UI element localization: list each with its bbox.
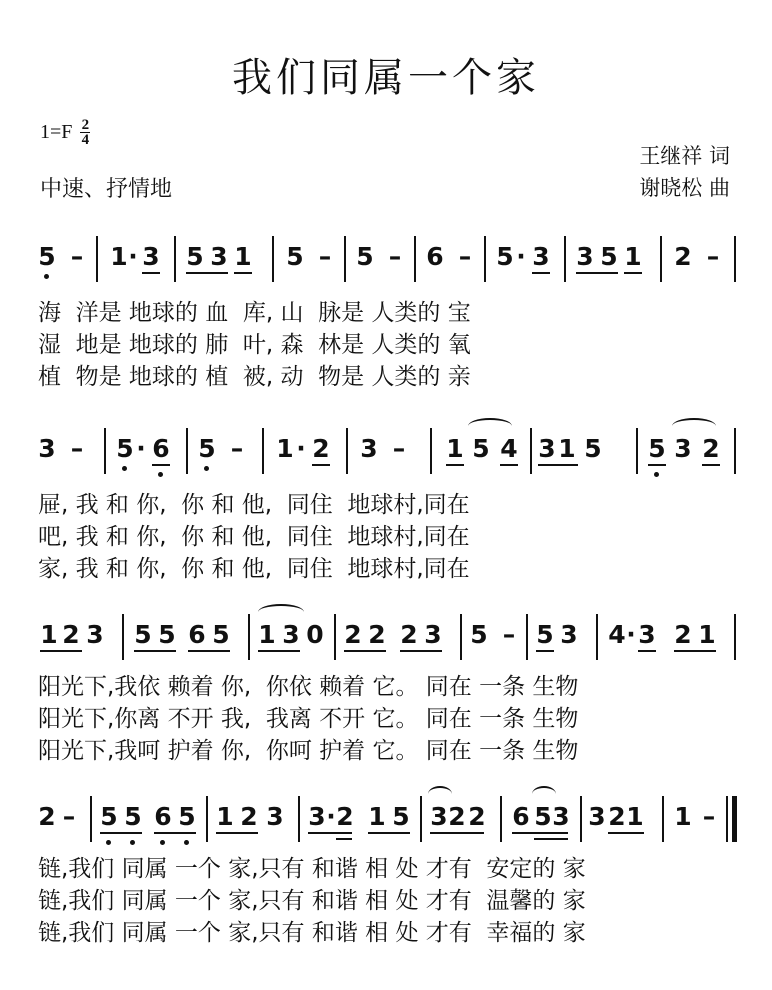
note: – (458, 242, 472, 271)
note: 1 (624, 242, 642, 271)
note: – (70, 434, 84, 463)
note: 3 (282, 620, 300, 649)
note: 5 (134, 620, 152, 649)
note: 5 (392, 802, 410, 831)
note: 3 (674, 434, 692, 463)
key-signature (40, 118, 90, 147)
note: 5 (472, 434, 490, 463)
note: 2 (400, 620, 418, 649)
note: 5 (198, 434, 216, 463)
note: 1 (446, 434, 464, 463)
note: 1 (234, 242, 252, 271)
lyric-line-4-verse-1: 链,我们 同属 一个 家,只有 和谐 相 处 才有 安定的 家 (38, 856, 586, 882)
note: · (516, 242, 526, 271)
key-label: 1=F (40, 121, 73, 143)
note: 3 (266, 802, 284, 831)
song-title: 我们同属一个家 (232, 55, 540, 101)
note: 1 (110, 242, 128, 271)
note: 6 (152, 434, 170, 463)
note: 5 (356, 242, 374, 271)
note: 2 (62, 620, 80, 649)
note: – (706, 242, 720, 271)
lyric-line-1-verse-3: 植 物是 地球的 植 被, 动 物是 人类的 亲 (38, 364, 471, 390)
note: 0 (306, 620, 324, 649)
note: 2 (674, 620, 692, 649)
note: 1 (698, 620, 716, 649)
note: 1 (558, 434, 576, 463)
note: 5 (100, 802, 118, 831)
note: 2 (448, 802, 466, 831)
staff-line-1 (36, 236, 740, 296)
note: 3 (588, 802, 606, 831)
note: 1 (258, 620, 276, 649)
note: 3 (532, 242, 550, 271)
note: 2 (468, 802, 486, 831)
note: 6 (154, 802, 172, 831)
composer: 谢晓松 曲 (639, 176, 730, 200)
meter-bottom: 4 (81, 132, 90, 148)
note: 3 (86, 620, 104, 649)
note: 5 (38, 242, 56, 271)
note: 5 (286, 242, 304, 271)
note: 5 (178, 802, 196, 831)
note: 1 (276, 434, 294, 463)
note: 6 (188, 620, 206, 649)
note: 2 (344, 620, 362, 649)
lyric-line-2-verse-2: 吧, 我 和 你, 你 和 他, 同住 地球村,同在 (38, 524, 470, 550)
note: – (502, 620, 516, 649)
note: 1 (674, 802, 692, 831)
credits (639, 140, 730, 204)
lyric-line-3-verse-1: 阳光下,我依 赖着 你, 你依 赖着 它。 同在 一条 生物 (38, 674, 579, 700)
lyric-line-2-verse-3: 家, 我 和 你, 你 和 他, 同住 地球村,同在 (38, 556, 470, 582)
note: 2 (336, 802, 354, 831)
note: 3 (552, 802, 570, 831)
lyric-line-1-verse-2: 湿 地是 地球的 肺 叶, 森 林是 人类的 氧 (38, 332, 471, 358)
staff-line-3 (36, 614, 740, 674)
note: 3 (430, 802, 448, 831)
note: 2 (674, 242, 692, 271)
note: 3 (576, 242, 594, 271)
note: 3 (538, 434, 556, 463)
note: 1 (368, 802, 386, 831)
note: 5 (116, 434, 134, 463)
note: 2 (312, 434, 330, 463)
note: · (128, 242, 138, 271)
lyric-line-4-verse-2: 链,我们 同属 一个 家,只有 和谐 相 处 才有 温馨的 家 (38, 888, 586, 914)
note: 5 (212, 620, 230, 649)
meter-top: 2 (81, 117, 90, 133)
note: · (326, 802, 336, 831)
note: 5 (186, 242, 204, 271)
note: · (136, 434, 146, 463)
note: 6 (512, 802, 530, 831)
note: – (318, 242, 332, 271)
note: 4 (500, 434, 518, 463)
note: – (392, 434, 406, 463)
note: 2 (38, 802, 56, 831)
note: 5 (584, 434, 602, 463)
note: – (62, 802, 76, 831)
note: 2 (608, 802, 626, 831)
time-signature (80, 118, 90, 147)
lyric-line-4-verse-3: 链,我们 同属 一个 家,只有 和谐 相 处 才有 幸福的 家 (38, 920, 586, 946)
note: 5 (470, 620, 488, 649)
note: · (626, 620, 636, 649)
note: 3 (360, 434, 378, 463)
note: 3 (638, 620, 656, 649)
note: · (296, 434, 306, 463)
note: 5 (534, 802, 552, 831)
note: 4 (608, 620, 626, 649)
note: 3 (560, 620, 578, 649)
note: 3 (210, 242, 228, 271)
note: 5 (158, 620, 176, 649)
note: 3 (308, 802, 326, 831)
note: – (388, 242, 402, 271)
note: – (230, 434, 244, 463)
note: 3 (38, 434, 56, 463)
note: 1 (216, 802, 234, 831)
note: 6 (426, 242, 444, 271)
lyric-line-1-verse-1: 海 洋是 地球的 血 库, 山 脉是 人类的 宝 (38, 300, 471, 326)
lyric-line-3-verse-2: 阳光下,你离 不开 我, 我离 不开 它。 同在 一条 生物 (38, 706, 579, 732)
note: 2 (240, 802, 258, 831)
note: 5 (496, 242, 514, 271)
lyricist: 王继祥 词 (639, 144, 730, 168)
note: – (70, 242, 84, 271)
lyric-line-3-verse-3: 阳光下,我呵 护着 你, 你呵 护着 它。 同在 一条 生物 (38, 738, 579, 764)
note: 5 (648, 434, 666, 463)
note: 2 (702, 434, 720, 463)
note: 1 (626, 802, 644, 831)
staff-line-2 (36, 428, 740, 488)
note: 1 (40, 620, 58, 649)
note: 5 (536, 620, 554, 649)
note: 5 (124, 802, 142, 831)
lyric-line-2-verse-1: 屉, 我 和 你, 你 和 他, 同住 地球村,同在 (38, 492, 470, 518)
note: 3 (424, 620, 442, 649)
staff-line-4 (36, 796, 740, 856)
note: 5 (600, 242, 618, 271)
note: – (702, 802, 716, 831)
tempo-marking: 中速、抒情地 (40, 177, 173, 202)
note: 3 (142, 242, 160, 271)
note: 2 (368, 620, 386, 649)
